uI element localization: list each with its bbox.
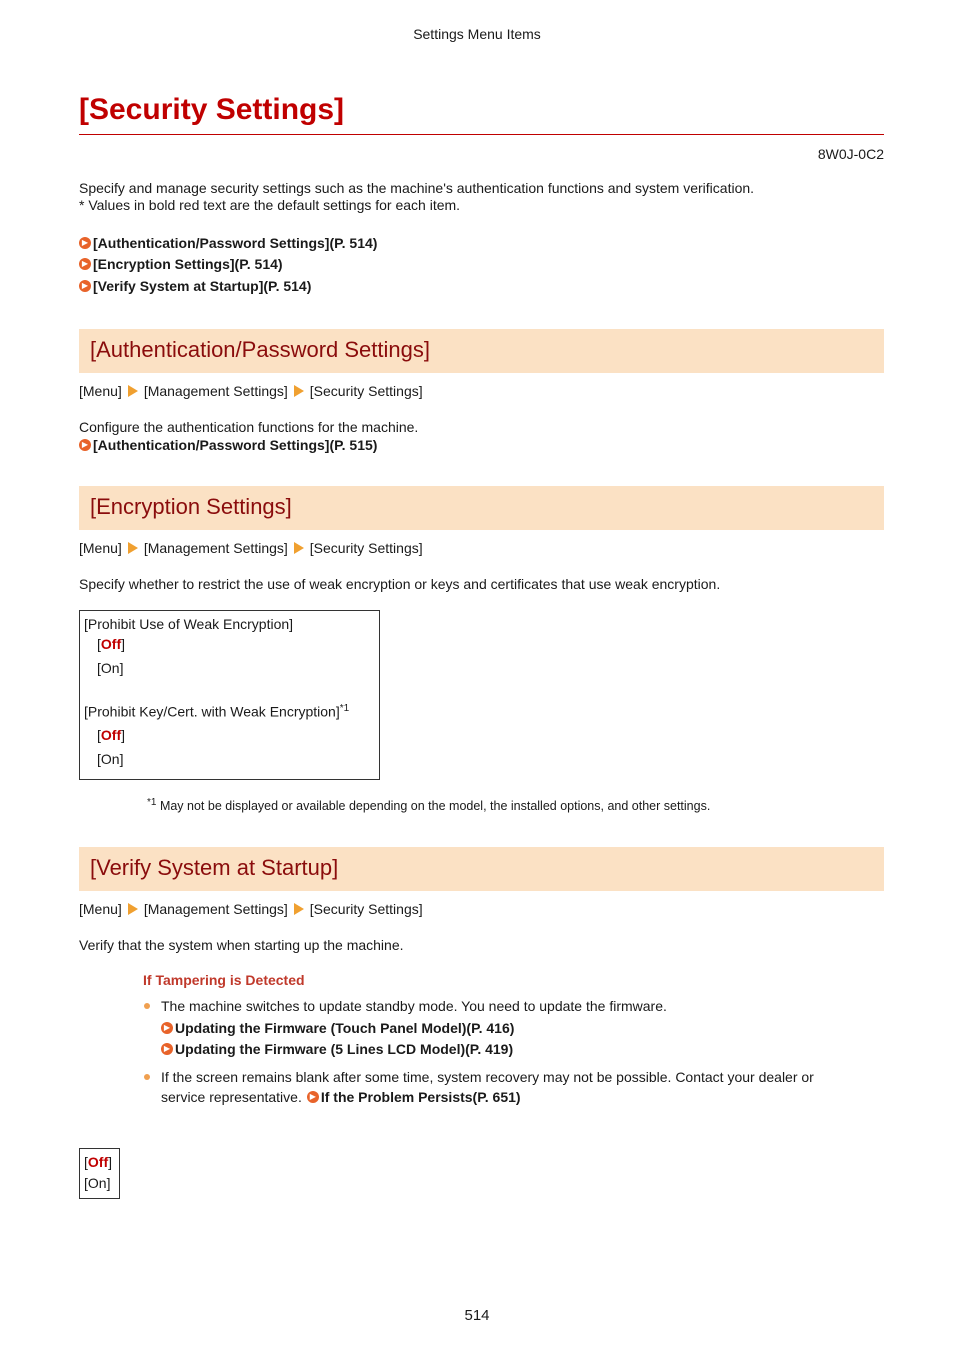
option-value: [On] bbox=[84, 1175, 111, 1191]
breadcrumb bbox=[79, 901, 423, 917]
section-title: [Verify System at Startup] bbox=[90, 855, 339, 880]
breadcrumb bbox=[79, 383, 423, 399]
bullet-text-continued bbox=[161, 1089, 521, 1105]
problem-persists-link[interactable] bbox=[307, 1089, 521, 1105]
firmware-touch-panel-link[interactable] bbox=[161, 1019, 514, 1037]
page-title: [Security Settings] bbox=[79, 93, 345, 126]
triangle-right-icon bbox=[294, 385, 304, 397]
triangle-right-icon bbox=[294, 903, 304, 915]
dot-bullet-icon bbox=[144, 1003, 150, 1009]
link-label: Updating the Firmware (Touch Panel Model)(P. 416) bbox=[175, 1020, 515, 1036]
firmware-lcd-link[interactable] bbox=[161, 1040, 513, 1058]
bullet-text: If the screen remains blank after some time, system recovery may not be possible. Contact your dealer or bbox=[161, 1069, 814, 1085]
link-label: If the Problem Persists(P. 651) bbox=[320, 1089, 521, 1105]
option-default: [Off] bbox=[84, 1154, 112, 1170]
verify-settings-box bbox=[79, 1148, 120, 1199]
breadcrumb-item: [Menu] bbox=[79, 540, 122, 556]
dot-bullet-icon bbox=[144, 1074, 150, 1080]
triangle-right-icon bbox=[294, 542, 304, 554]
default-value: Off bbox=[100, 636, 122, 652]
link-label: Updating the Firmware (5 Lines LCD Model)(P. 419) bbox=[175, 1041, 514, 1057]
section-description: Configure the authentication functions for the machine. bbox=[79, 419, 419, 435]
toc-link-encryption[interactable] bbox=[79, 255, 283, 273]
bullet-text: service representative. bbox=[161, 1089, 302, 1105]
section-title: [Authentication/Password Settings] bbox=[90, 337, 430, 362]
breadcrumb-item: [Security Settings] bbox=[309, 540, 423, 556]
breadcrumb-item: [Security Settings] bbox=[309, 901, 423, 917]
option-default: [Off] bbox=[97, 636, 125, 652]
breadcrumb-item: [Management Settings] bbox=[143, 383, 288, 399]
encryption-settings-box bbox=[79, 610, 380, 780]
section-header-encryption bbox=[79, 486, 884, 530]
toc-link-auth[interactable] bbox=[79, 234, 377, 252]
page-number: 514 bbox=[464, 1307, 490, 1324]
breadcrumb-item: [Menu] bbox=[79, 901, 122, 917]
option-value: [On] bbox=[97, 660, 124, 676]
intro-note: * Values in bold red text are the default settings for each item. bbox=[79, 197, 461, 213]
breadcrumb bbox=[79, 540, 423, 556]
circle-arrow-right-icon: ▶ bbox=[79, 258, 91, 270]
toc-link-verify[interactable] bbox=[79, 277, 311, 295]
setting-label: [Prohibit Use of Weak Encryption] bbox=[84, 616, 294, 632]
triangle-right-icon bbox=[128, 385, 138, 397]
bullet-text: The machine switches to update standby mode. You need to update the firmware. bbox=[161, 998, 667, 1014]
footnote-text: May not be displayed or available depending on the model, the installed options, and other settings. bbox=[159, 799, 711, 814]
circle-arrow-right-icon: ▶ bbox=[79, 280, 91, 292]
link-label: [Encryption Settings](P. 514) bbox=[93, 256, 283, 272]
circle-arrow-right-icon: ▶ bbox=[79, 237, 91, 249]
link-label: [Authentication/Password Settings](P. 514) bbox=[93, 235, 378, 251]
title-divider bbox=[79, 134, 884, 135]
setting-label: [Prohibit Key/Cert. with Weak Encryption]$^{*1}$ bbox=[84, 703, 350, 720]
link-label: [Verify System at Startup](P. 514) bbox=[93, 278, 312, 294]
default-value: Off bbox=[87, 1154, 109, 1170]
option-value: [On] bbox=[97, 751, 124, 767]
document-id: 8W0J-0C2 bbox=[817, 146, 884, 162]
running-header: Settings Menu Items bbox=[413, 26, 541, 42]
breadcrumb-item: [Security Settings] bbox=[309, 383, 423, 399]
section-title: [Encryption Settings] bbox=[90, 494, 292, 519]
circle-arrow-right-icon: ▶ bbox=[161, 1043, 173, 1055]
section-header-verify bbox=[79, 847, 884, 891]
circle-arrow-right-icon: ▶ bbox=[161, 1022, 173, 1034]
section-description: Verify that the system when starting up the machine. bbox=[79, 937, 404, 953]
breadcrumb-item: [Menu] bbox=[79, 383, 122, 399]
breadcrumb-item: [Management Settings] bbox=[143, 901, 288, 917]
link-label: [Authentication/Password Settings](P. 515) bbox=[93, 437, 378, 453]
circle-arrow-right-icon: ▶ bbox=[79, 439, 91, 451]
footnote bbox=[147, 797, 710, 813]
option-default: [Off] bbox=[97, 727, 125, 743]
triangle-right-icon bbox=[128, 542, 138, 554]
section-header-auth bbox=[79, 329, 884, 373]
auth-detail-link[interactable] bbox=[79, 436, 377, 454]
footnote-ref: *1 bbox=[339, 703, 350, 714]
footnote-mark: *1 bbox=[147, 797, 157, 808]
breadcrumb-item: [Management Settings] bbox=[143, 540, 288, 556]
subheading: If Tampering is Detected bbox=[143, 972, 305, 988]
circle-arrow-right-icon: ▶ bbox=[307, 1091, 319, 1103]
default-value: Off bbox=[100, 727, 122, 743]
section-description: Specify whether to restrict the use of weak encryption or keys and certificates that use weak encryption. bbox=[79, 576, 721, 592]
intro-text: Specify and manage security settings such as the machine's authentication functions and system verification. bbox=[79, 180, 755, 196]
triangle-right-icon bbox=[128, 903, 138, 915]
